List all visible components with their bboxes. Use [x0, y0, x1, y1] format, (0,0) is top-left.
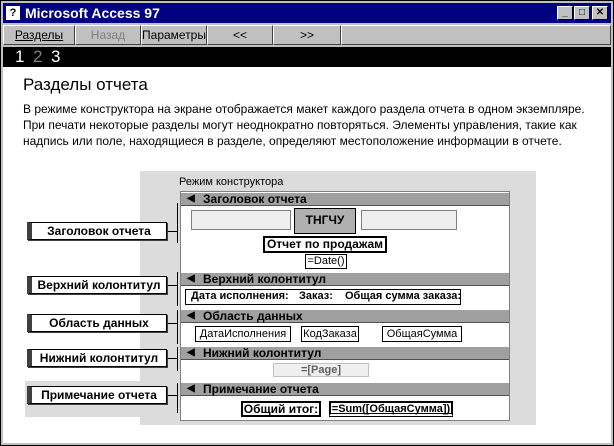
maximize-button[interactable]: □	[574, 6, 590, 20]
connector-line	[167, 395, 178, 396]
logo-image[interactable]: ТНГЧУ	[294, 208, 356, 234]
options-button[interactable]: Параметры	[141, 25, 207, 45]
help-icon: ?	[6, 6, 20, 20]
connector-line	[177, 272, 178, 306]
header-left-box[interactable]	[191, 210, 291, 230]
sections-button[interactable]: Разделы	[3, 25, 75, 45]
col-date-label[interactable]: Дата исполнения:	[191, 290, 289, 302]
connector-line	[177, 383, 178, 413]
design-view-label: Режим конструктора	[179, 176, 284, 188]
section-selector-icon: ◀	[187, 193, 195, 204]
connector-line	[177, 203, 178, 243]
col-total-label[interactable]: Общая сумма заказа:	[345, 290, 462, 302]
connector-line	[177, 310, 178, 344]
description-text: В режиме конструктора на экране отображается макет каждого раздела отчета в одном экземпляре. При печати некоторые разделы могут неоднократно повторяться. Элементы управления, такие как надпись или поле, находящиеся в разделе, определяют местоположение информации в отчете.	[23, 102, 585, 148]
close-button[interactable]: ✕	[592, 6, 608, 20]
page-3-link[interactable]: 3	[51, 47, 61, 66]
section-bar-page-footer[interactable]: ◀ Нижний колонтитул	[181, 346, 509, 360]
field-total[interactable]: ОбщаяСумма	[382, 326, 462, 342]
callout-report-header[interactable]: Заголовок отчета	[27, 222, 167, 240]
field-date[interactable]: ДатаИсполнения	[195, 326, 291, 342]
page-indicator-bar	[3, 47, 611, 67]
connector-line	[177, 347, 178, 371]
page-2-current: 2	[33, 47, 43, 66]
connector-line	[167, 285, 178, 286]
page-number-field[interactable]: =[Page]	[273, 363, 369, 377]
field-order[interactable]: КодЗаказа	[301, 326, 359, 342]
col-order-label[interactable]: Заказ:	[299, 290, 333, 302]
callout-page-footer[interactable]: Нижний колонтитул	[27, 349, 167, 367]
connector-line	[167, 358, 178, 359]
section-bar-report-header[interactable]: ◀ Заголовок отчета	[181, 192, 509, 206]
next-button[interactable]: >>	[273, 25, 341, 45]
section-selector-icon: ◀	[187, 310, 195, 321]
prev-button[interactable]: <<	[207, 25, 273, 45]
connector-line	[167, 231, 178, 232]
grand-total-label[interactable]: Общий итог:	[241, 401, 321, 417]
lesson-content	[3, 67, 611, 443]
callout-report-footer[interactable]: Примечание отчета	[27, 386, 167, 404]
section-selector-icon: ◀	[187, 383, 195, 394]
grand-total-field[interactable]: =Sum([ОбщаяСумма])	[329, 401, 453, 417]
connector-line	[167, 323, 178, 324]
navigation-bar	[3, 25, 611, 45]
section-bar-page-header[interactable]: ◀ Верхний колонтитул	[181, 272, 509, 286]
section-selector-icon: ◀	[187, 347, 195, 358]
page-title: Разделы отчета	[23, 75, 148, 94]
header-right-box[interactable]	[361, 210, 457, 230]
menu-filler	[341, 25, 611, 45]
report-design-canvas	[180, 191, 510, 421]
callout-page-header[interactable]: Верхний колонтитул	[27, 276, 167, 294]
title-bar	[3, 3, 611, 23]
report-title-label[interactable]: Отчет по продажам	[263, 236, 387, 253]
date-field[interactable]: =Date()	[305, 254, 347, 269]
window-title: Microsoft Access 97	[25, 5, 160, 21]
callout-detail[interactable]: Область данных	[27, 314, 167, 332]
section-selector-icon: ◀	[187, 273, 195, 284]
section-bar-detail[interactable]: ◀ Область данных	[181, 309, 509, 323]
page-1-link[interactable]: 1	[15, 47, 25, 66]
minimize-button[interactable]: _	[557, 6, 573, 20]
section-bar-report-footer[interactable]: ◀ Примечание отчета	[181, 382, 509, 396]
back-button[interactable]: Назад	[75, 25, 141, 45]
